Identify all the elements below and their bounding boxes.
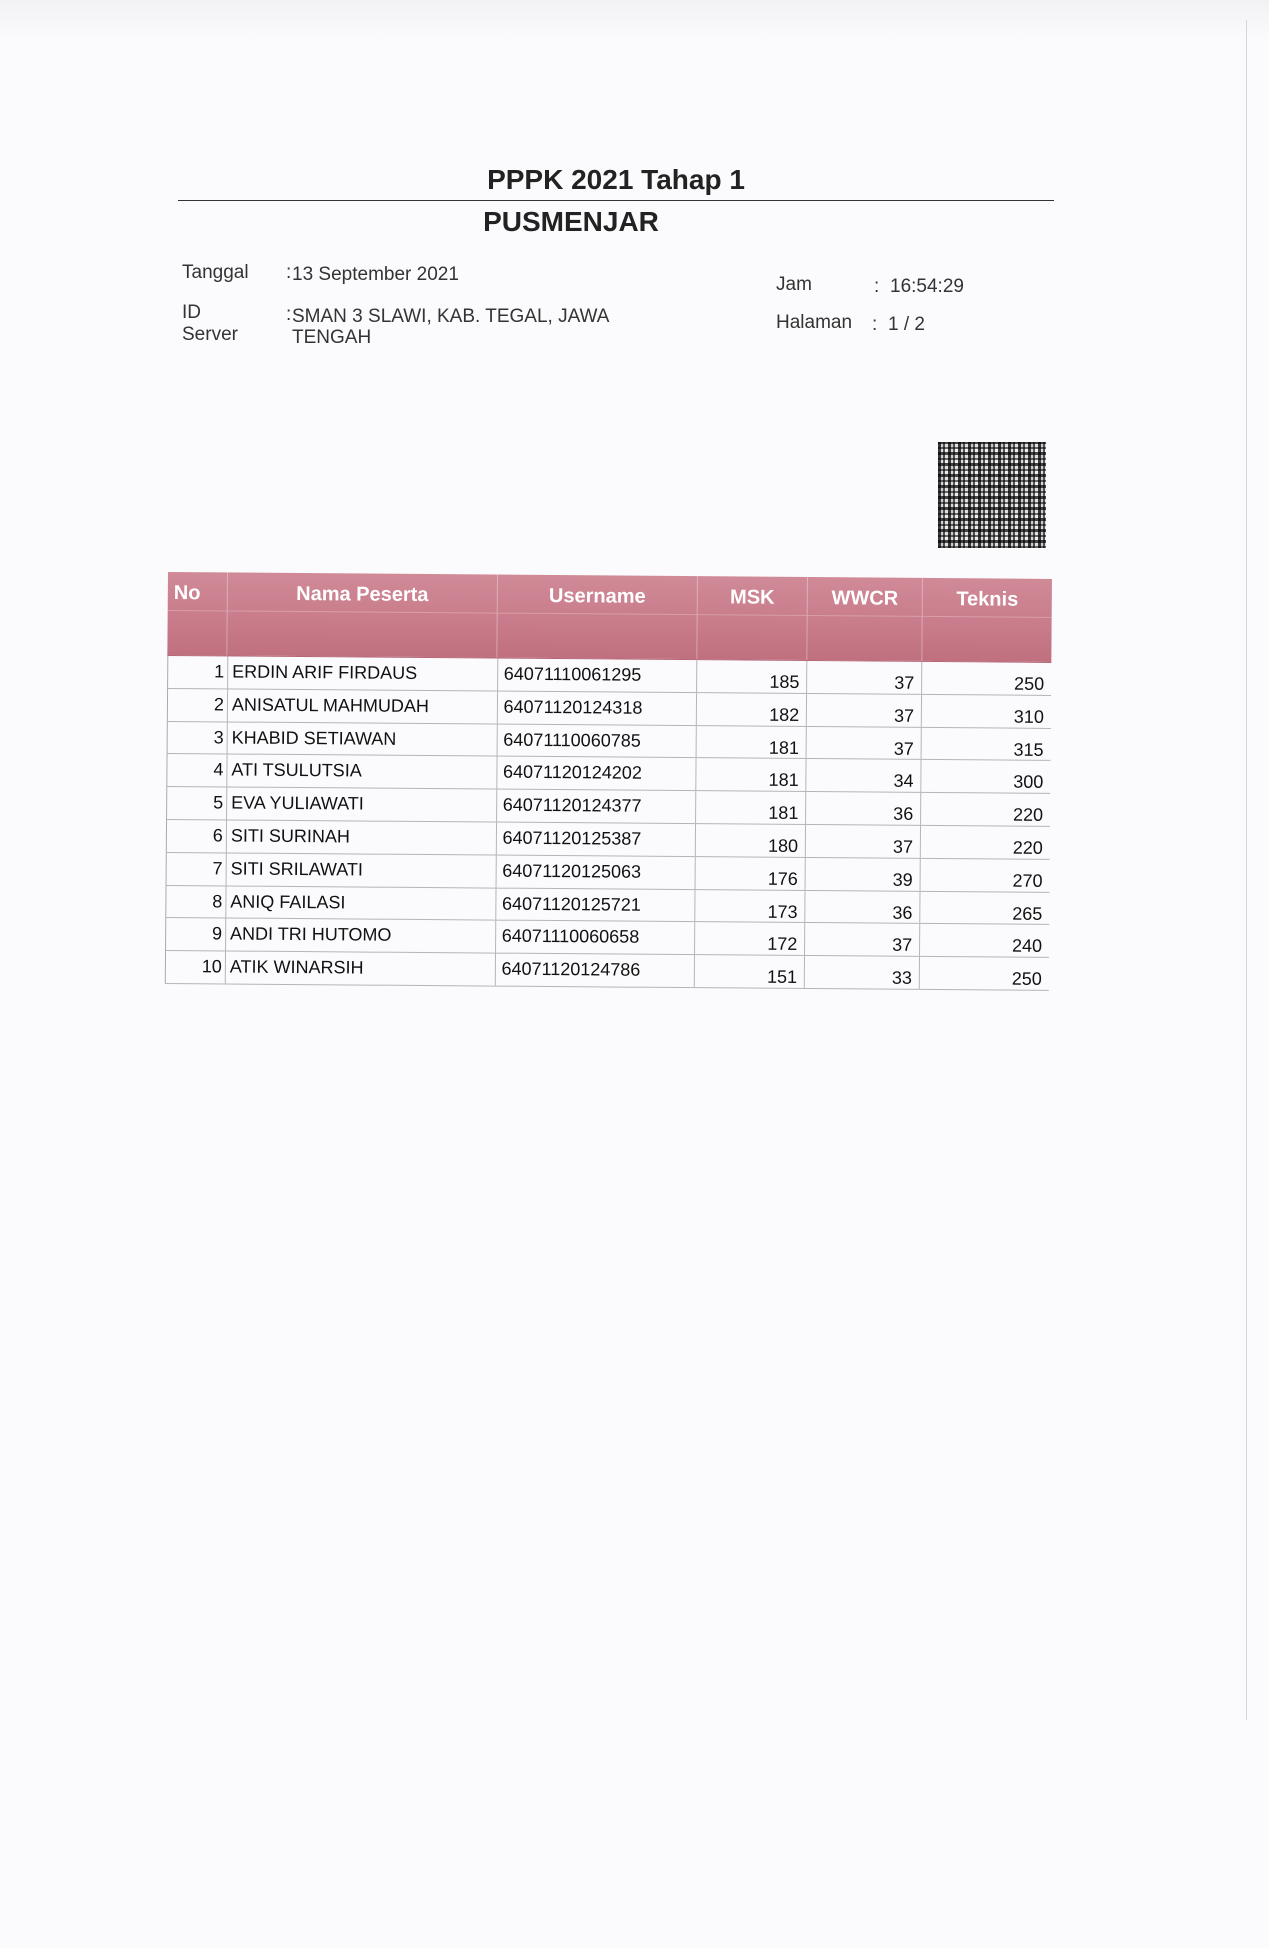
halaman-value: 1 / 2 <box>888 314 925 335</box>
cell-wwcr: 36 <box>806 792 921 825</box>
cell-wwcr: 37 <box>807 661 922 694</box>
cell-teknis: 220 <box>1012 804 1044 826</box>
cell-username: 64071120125063 <box>496 855 696 888</box>
cell-username: 64071120124202 <box>497 757 697 790</box>
jam-label: Jam <box>776 274 812 295</box>
col-header-username-label: Username <box>548 584 646 608</box>
cell-username: 64071120125721 <box>496 888 696 921</box>
cell-wwcr: 36 <box>806 891 921 924</box>
cell-no: 8 <box>166 886 226 918</box>
id-server-value-line2: TENGAH <box>292 327 372 348</box>
id-server-colon: : <box>286 304 292 325</box>
cell-msk: 181 <box>697 759 807 792</box>
header-band <box>168 610 227 611</box>
title-divider <box>178 200 1054 201</box>
tanggal-label: Tanggal <box>182 262 249 283</box>
id-server-label-line1: ID <box>182 302 201 323</box>
jam-value: 16:54:29 <box>890 276 964 297</box>
cell-msk: 185 <box>697 660 807 693</box>
results-table <box>165 572 1052 991</box>
cell-nama: ANIQ FAILASI <box>226 886 496 920</box>
cell-nama: ANISATUL MAHMUDAH <box>228 689 498 723</box>
scan-page-edge <box>1246 20 1247 1720</box>
cell-teknis: 310 <box>1013 706 1044 727</box>
cell-teknis: 300 <box>1013 772 1044 793</box>
cell-wwcr: 37 <box>807 727 922 760</box>
cell-teknis: 250 <box>1011 968 1042 990</box>
cell-username: 64071120124318 <box>497 691 697 724</box>
cell-no: 3 <box>168 722 228 754</box>
header-band <box>923 616 1052 618</box>
id-server-label-line2: Server <box>182 324 238 345</box>
cell-wwcr: 33 <box>805 956 920 989</box>
col-header-msk-label: MSK <box>729 586 775 609</box>
document-header <box>178 163 1054 239</box>
cell-msk: 181 <box>696 791 806 824</box>
cell-wwcr: 37 <box>805 923 920 956</box>
cell-nama: ANDI TRI HUTOMO <box>226 919 496 953</box>
cell-teknis: 220 <box>1012 837 1043 858</box>
meta-left <box>182 262 662 352</box>
document-subtitle: PUSMENJAR <box>483 206 659 237</box>
cell-nama: SITI SURINAH <box>227 820 497 854</box>
col-header-no <box>167 572 228 655</box>
tanggal-value: 13 September 2021 <box>292 264 459 285</box>
cell-teknis: 270 <box>1012 870 1043 891</box>
cell-teknis: 250 <box>1014 673 1045 694</box>
col-header-wwcr <box>807 577 923 661</box>
halaman-label: Halaman <box>776 312 853 333</box>
scan-shading <box>0 0 1269 40</box>
header-band <box>228 610 497 613</box>
cell-msk: 173 <box>696 890 806 923</box>
cell-teknis: 240 <box>1011 936 1043 957</box>
cell-msk: 151 <box>695 955 805 988</box>
cell-wwcr: 39 <box>806 858 921 891</box>
id-server-value-line1: SMAN 3 SLAWI, KAB. TEGAL, JAWA <box>292 306 610 327</box>
cell-username: 64071120125387 <box>496 823 696 856</box>
cell-wwcr: 37 <box>806 825 921 858</box>
cell-username: 64071120124786 <box>495 954 695 987</box>
cell-no: 9 <box>166 918 226 950</box>
header-band <box>698 614 807 616</box>
cell-nama: KHABID SETIAWAN <box>228 722 498 756</box>
cell-username: 64071120124377 <box>497 790 697 823</box>
cell-no: 10 <box>166 951 226 983</box>
col-header-no-label: No <box>173 582 201 605</box>
cell-msk: 176 <box>696 857 806 890</box>
cell-nama: EVA YULIAWATI <box>227 788 497 822</box>
tanggal-colon: : <box>286 262 292 283</box>
qr-code <box>938 442 1046 548</box>
col-header-nama <box>227 572 498 657</box>
cell-nama: ATIK WINARSIH <box>226 952 496 986</box>
table-header <box>167 572 1052 663</box>
cell-username: 64071110060785 <box>497 724 697 757</box>
halaman-colon: : <box>872 314 878 335</box>
header-band <box>498 613 697 616</box>
cell-teknis: 315 <box>1013 739 1044 760</box>
col-header-teknis-label: Teknis <box>956 588 1019 611</box>
cell-teknis: 265 <box>1012 903 1043 924</box>
table-row <box>166 951 1049 991</box>
table-body <box>165 656 1052 991</box>
meta-right <box>776 274 1006 344</box>
cell-username: 64071110061295 <box>498 659 698 692</box>
cell-no: 4 <box>167 754 227 786</box>
cell-nama: ERDIN ARIF FIRDAUS <box>228 656 498 690</box>
cell-no: 5 <box>167 787 227 819</box>
cell-wwcr: 37 <box>807 694 922 727</box>
cell-msk: 172 <box>695 923 805 956</box>
document-title: PPPK 2021 Tahap 1 <box>487 164 745 195</box>
cell-username: 64071110060658 <box>496 921 696 954</box>
col-header-wwcr-label: WWCR <box>831 587 899 610</box>
cell-no: 7 <box>167 853 227 885</box>
cell-no: 1 <box>168 656 228 688</box>
jam-colon: : <box>874 276 880 297</box>
col-header-username <box>497 575 698 660</box>
cell-nama: ATI TSULUTSIA <box>227 755 497 789</box>
cell-msk: 182 <box>697 693 807 726</box>
cell-wwcr: 34 <box>807 759 922 792</box>
cell-msk: 180 <box>696 824 806 857</box>
col-header-teknis <box>922 578 1052 662</box>
header-band <box>808 615 922 617</box>
cell-no: 6 <box>167 820 227 852</box>
col-header-msk <box>697 576 808 660</box>
cell-no: 2 <box>168 689 228 721</box>
col-header-nama-label: Nama Peserta <box>296 583 429 607</box>
cell-nama: SITI SRILAWATI <box>226 853 496 887</box>
cell-msk: 181 <box>697 726 807 759</box>
